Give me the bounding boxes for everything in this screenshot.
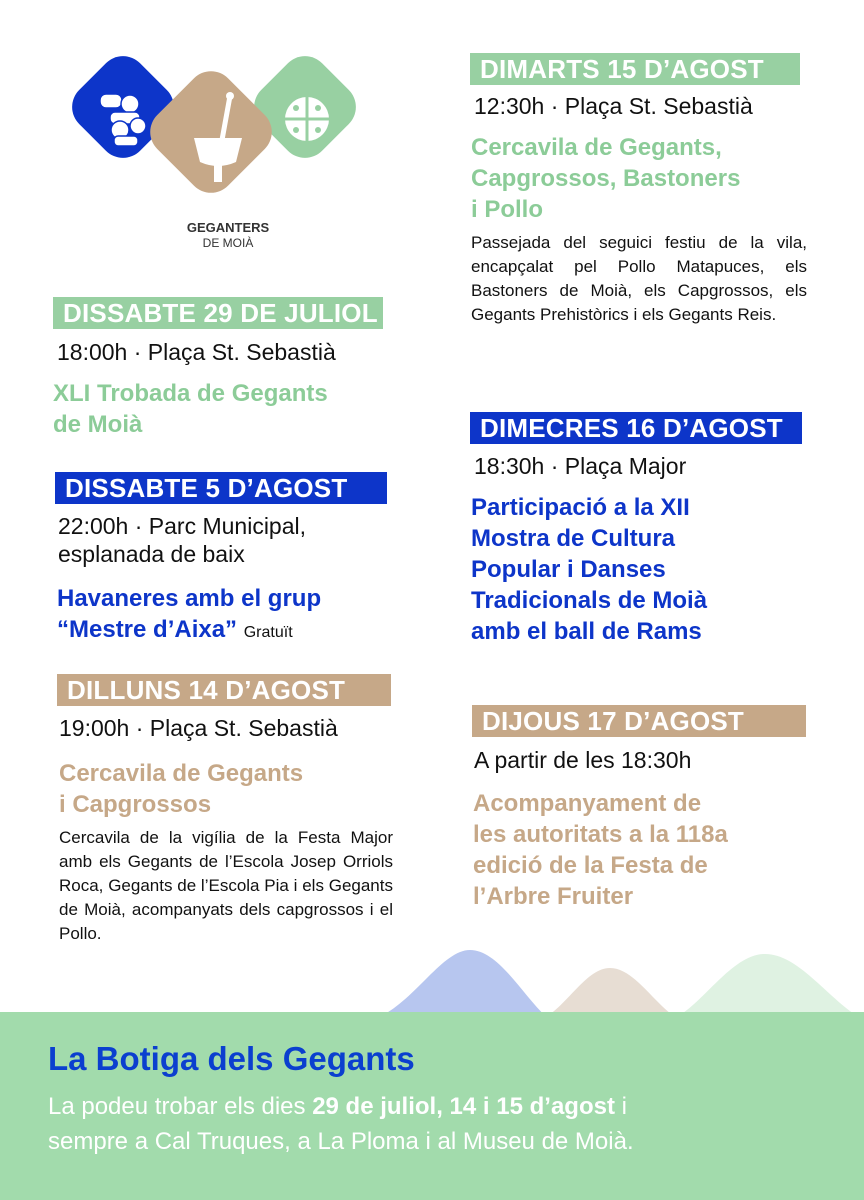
event-title-line: Tradicionals de Moià [471, 587, 708, 614]
event-date-banner: DIJOUS 17 D’AGOST [472, 705, 806, 737]
logo-text-line2: DE MOIÀ [202, 236, 254, 250]
event-title-line: Cercavila de Gegants [59, 760, 304, 787]
footer-dates: 29 de juliol, 14 i 15 d’agost [312, 1093, 615, 1120]
event-title-line: “Mestre d’Aixa” [57, 616, 238, 643]
hills-decoration [370, 940, 864, 1020]
footer-text: i [614, 1093, 627, 1120]
giants-figures-icon [96, 90, 160, 150]
event-title-line [57, 614, 321, 648]
event-time: 18:30h · Plaça Major [474, 453, 687, 479]
hill-blue [370, 950, 550, 1020]
event-title-line: i Pollo [471, 196, 543, 223]
event-time-line: esplanada de baix [58, 541, 245, 567]
event-title-line: Cercavila de Gegants, [471, 134, 722, 161]
event-date-banner: DISSABTE 29 DE JULIOL [53, 297, 383, 329]
event-time: A partir de les 18:30h [474, 747, 692, 773]
event-title-line: Acompanyament de [473, 790, 702, 817]
event-description: Passejada del seguici festiu de la vila, encapçalat pel Pollo Matapuces, els Bastoners de Moià, els Capgrossos, els Gegants Prehistòrics i els Gegants Reis. [471, 233, 807, 324]
footer-text-line2: sempre a Cal Truques, a La Ploma i al Museu de Moià. [48, 1128, 634, 1155]
event-title [53, 378, 328, 440]
event-title-line: l’Arbre Fruiter [473, 883, 634, 910]
event-title-line: les autoritats a la 118a [473, 821, 728, 848]
event-time: 18:00h · Plaça St. Sebastià [57, 339, 336, 365]
event-title [59, 758, 303, 820]
event-title-line: Mostra de Cultura [471, 525, 676, 552]
event-title-line: XLI Trobada de Gegants [53, 380, 328, 407]
event-title-line: Popular i Danses [471, 556, 666, 583]
footer-text-line1 [48, 1093, 627, 1121]
event-time: 19:00h · Plaça St. Sebastià [59, 715, 338, 741]
footer-heading: La Botiga dels Gegants [48, 1040, 415, 1077]
event-title [473, 788, 728, 912]
footer-panel [0, 1012, 864, 1200]
event-title [471, 492, 707, 647]
mortar-pestle-icon [188, 92, 248, 188]
event-date-banner: DIMECRES 16 D’AGOST [470, 412, 802, 444]
event-date-banner: DILLUNS 14 D’AGOST [57, 674, 391, 706]
footer-text: La podeu trobar els dies [48, 1093, 313, 1120]
event-title-line: amb el ball de Rams [471, 618, 702, 645]
event-time [58, 512, 306, 568]
logo-text-line1: GEGANTERS [186, 220, 270, 235]
event-title-line: Capgrossos, Bastoners [471, 165, 741, 192]
event-time-line: 22:00h · Parc Municipal, [58, 513, 307, 539]
dough-pattern-icon [282, 94, 332, 144]
event-title-line: i Capgrossos [59, 791, 212, 818]
event-title-line: Participació a la XII [471, 494, 690, 521]
hill-green [670, 954, 864, 1020]
event-title-line: edició de la Festa de [473, 852, 708, 879]
event-note: Gratuït [243, 624, 293, 641]
event-time: 12:30h · Plaça St. Sebastià [474, 93, 753, 119]
event-title-line: Havaneres amb el grup [57, 585, 322, 612]
event-date-banner: DISSABTE 5 D’AGOST [55, 472, 387, 504]
event-title-line: de Moià [53, 411, 143, 438]
event-date-banner: DIMARTS 15 D’AGOST [470, 53, 800, 85]
event-title [471, 132, 740, 225]
event-description: Cercavila de la vigília de la Festa Major amb els Gegants de l’Escola Josep Orriols Roca, Gegants de l’Escola Pia i els Gegants de Moià, acompanyats dels capgrossos i el Pollo. [59, 828, 393, 943]
logo [58, 40, 388, 260]
event-title [57, 583, 321, 648]
